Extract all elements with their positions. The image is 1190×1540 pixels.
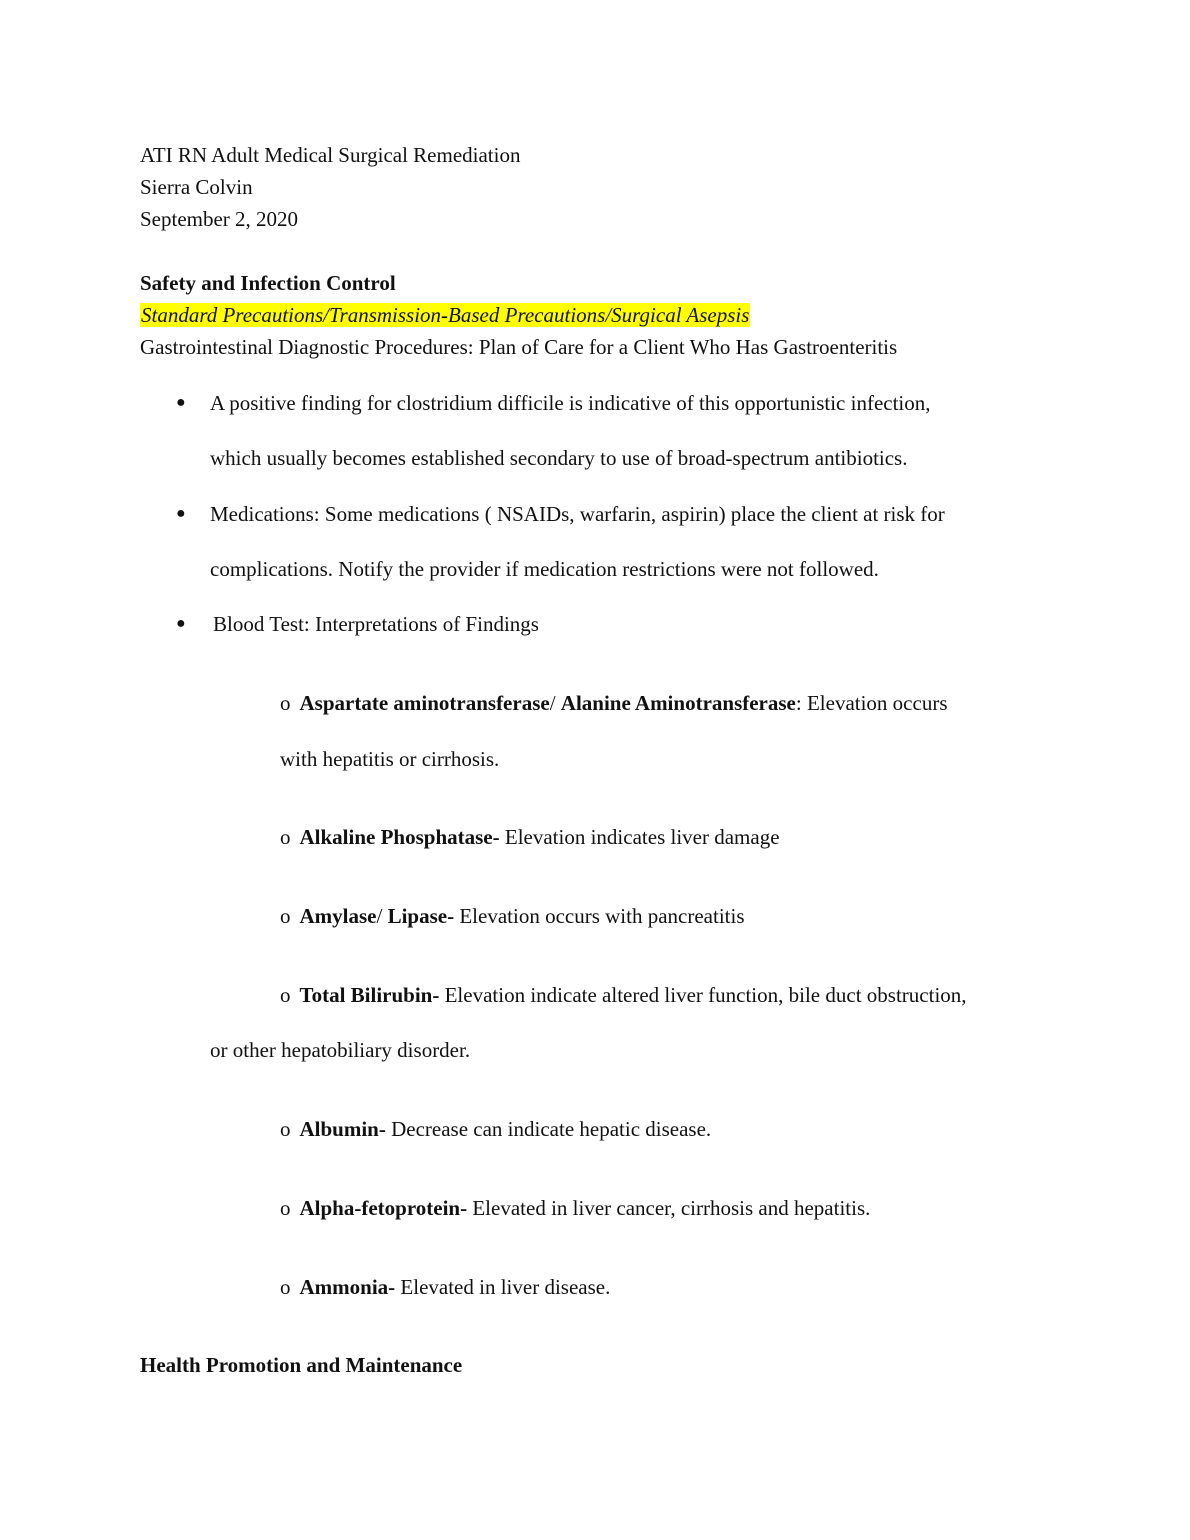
document-date: September 2, 2020 — [140, 207, 299, 231]
finding-text: : Elevation occurs — [795, 691, 948, 715]
finding-separator: / — [549, 691, 561, 715]
finding-ast-alt — [280, 690, 948, 716]
section-subheading — [140, 302, 750, 328]
finding-term: Lipase- — [387, 904, 455, 928]
author-name: Sierra Colvin — [140, 175, 253, 199]
highlighted-subheading: Standard Precautions/Transmission-Based Precautions/Surgical Asepsis — [141, 303, 750, 327]
bullet-3-line-1: Blood Test: Interpretations of Findings — [213, 612, 539, 636]
finding-term: Alkaline Phosphatase- — [299, 825, 500, 849]
finding-amylase-lipase — [280, 903, 745, 929]
finding-text: Elevation occurs with pancreatitis — [454, 904, 745, 928]
sub-bullet-marker: o — [280, 691, 291, 715]
finding-total-bilirubin-continuation: or other hepatobiliary disorder. — [210, 1038, 471, 1062]
sub-bullet-marker: o — [280, 1196, 291, 1220]
finding-alkaline-phosphatase — [280, 824, 780, 850]
finding-text: Decrease can indicate hepatic disease. — [385, 1117, 712, 1141]
bullet-1-line-2: which usually becomes established secondary to use of broad-spectrum antibiotics. — [210, 446, 908, 470]
finding-alpha-fetoprotein — [280, 1195, 870, 1221]
finding-term: Amylase — [299, 904, 377, 928]
bullet-2-line-2: complications. Notify the provider if medication restrictions were not followed. — [210, 557, 879, 581]
section-heading-safety: Safety and Infection Control — [140, 271, 396, 295]
sub-bullet-marker: o — [280, 1275, 291, 1299]
bullet-dot: ● — [176, 615, 186, 632]
finding-albumin — [280, 1116, 711, 1142]
finding-term: Ammonia- — [299, 1275, 396, 1299]
sub-bullet-marker: o — [280, 1117, 291, 1141]
finding-total-bilirubin — [280, 982, 967, 1008]
finding-term: Alpha-fetoprotein- — [299, 1196, 468, 1220]
finding-term: Total Bilirubin- — [299, 983, 440, 1007]
finding-text: Elevation indicates liver damage — [499, 825, 780, 849]
bullet-1-line-1: A positive finding for clostridium difficile is indicative of this opportunistic infection, — [210, 391, 931, 415]
finding-ast-alt-continuation: with hepatitis or cirrhosis. — [280, 747, 500, 771]
sub-bullet-marker: o — [280, 904, 291, 928]
sub-bullet-marker: o — [280, 983, 291, 1007]
sub-bullet-marker: o — [280, 825, 291, 849]
finding-ammonia — [280, 1274, 610, 1300]
bullet-2-line-1: Medications: Some medications ( NSAIDs, warfarin, aspirin) place the client at risk for — [210, 502, 945, 526]
bullet-dot: ● — [176, 505, 186, 522]
finding-term: Aspartate aminotransferase — [299, 691, 550, 715]
finding-term: Albumin- — [299, 1117, 386, 1141]
document-title: ATI RN Adult Medical Surgical Remediation — [140, 143, 521, 167]
finding-text: Elevated in liver cancer, cirrhosis and hepatitis. — [467, 1196, 871, 1220]
topic-line: Gastrointestinal Diagnostic Procedures: Plan of Care for a Client Who Has Gastroenteritis — [140, 335, 898, 359]
finding-term: Alanine Aminotransferase — [560, 691, 796, 715]
bullet-dot: ● — [176, 394, 186, 411]
finding-text: Elevation indicate altered liver function, bile duct obstruction, — [439, 983, 967, 1007]
section-heading-health-promotion: Health Promotion and Maintenance — [140, 1353, 463, 1377]
finding-separator: / — [376, 904, 388, 928]
finding-text: Elevated in liver disease. — [395, 1275, 611, 1299]
